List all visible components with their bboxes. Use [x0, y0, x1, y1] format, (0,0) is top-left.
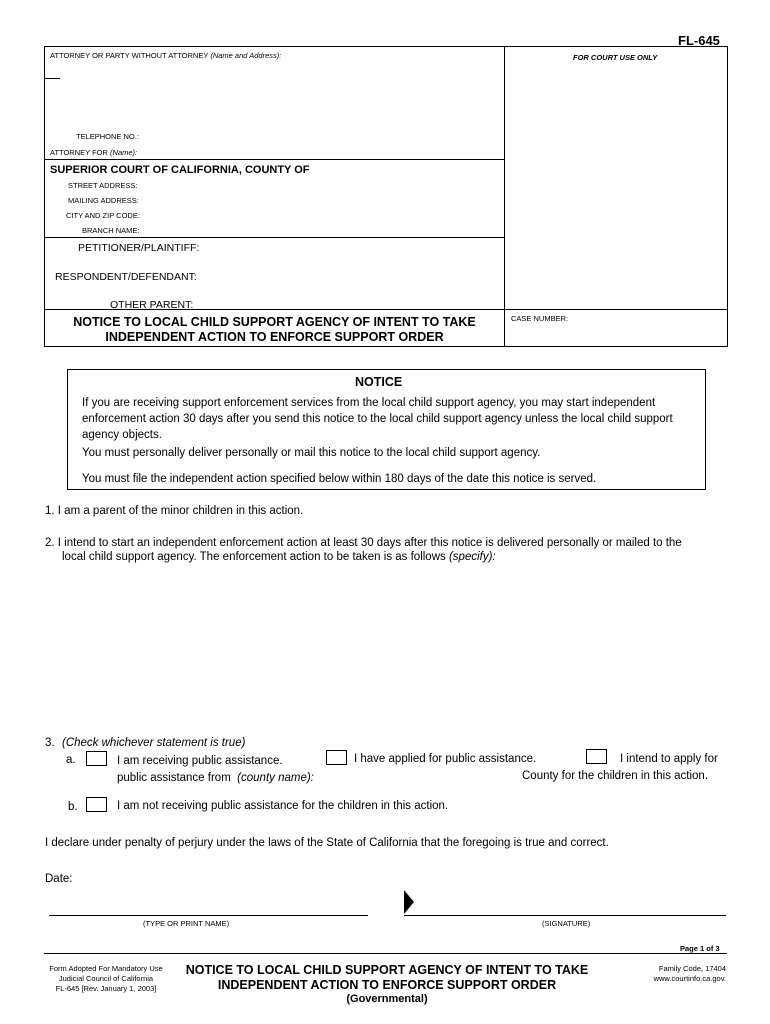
item-3-number: 3. [45, 737, 55, 749]
print-name-caption: (TYPE OR PRINT NAME) [143, 919, 230, 928]
footer-title: NOTICE TO LOCAL CHILD SUPPORT AGENCY OF INTENT TO TAKE INDEPENDENT ACTION TO ENFORCE SUPPORT ORDER [185, 963, 589, 992]
item-3-heading: (Check whichever statement is true) [62, 737, 246, 749]
item-1: 1. I am a parent of the minor children in this action. [45, 505, 304, 517]
court-divider [44, 237, 505, 238]
signature-arrow-icon [404, 890, 414, 914]
page-number: Page 1 of 3 [680, 944, 720, 953]
form-id: FL-645 [678, 33, 720, 48]
notice-heading: NOTICE [355, 375, 403, 389]
mailing-address-label: MAILING ADDRESS: [68, 196, 139, 205]
print-name-line[interactable] [49, 915, 368, 916]
telephone-label: TELEPHONE NO.: [76, 132, 139, 141]
footer-divider [44, 953, 727, 954]
attorney-divider [44, 159, 505, 160]
item-2: 2. I intend to start an independent enforcement action at least 30 days after this notice is delivered personally or mailed to the [45, 537, 682, 549]
attorney-for-label: ATTORNEY FOR (Name): [50, 148, 138, 157]
county-children-text: County for the children in this action. [522, 770, 709, 782]
item-3a-label: a. [66, 754, 76, 766]
item-3b-text: I am not receiving public assistance for the children in this action. [117, 800, 449, 812]
checkbox-applied-assistance[interactable] [326, 750, 347, 765]
checkbox-not-receiving[interactable] [86, 797, 107, 812]
checkbox-intend-apply[interactable] [586, 749, 607, 764]
family-code-reference: Family Code, 17404 www.courtinfo.ca.gov. [653, 964, 726, 983]
date-label: Date: [45, 873, 73, 885]
signature-caption: (SIGNATURE) [542, 919, 591, 928]
attorney-mark [44, 78, 60, 79]
declaration-text: I declare under penalty of perjury under the laws of the State of California that the foregoing is true and correct. [45, 837, 609, 849]
branch-name-label: BRANCH NAME: [82, 226, 140, 235]
intend-apply-text: I intend to apply for [620, 753, 718, 765]
street-address-label: STREET ADDRESS: [68, 181, 138, 190]
applied-text: I have applied for public assistance. [354, 753, 537, 765]
case-number-label: CASE NUMBER: [511, 314, 569, 323]
item-3a-text: I am receiving public assistance. [117, 755, 283, 767]
notice-paragraph-2: You must personally deliver personally or mail this notice to the local child support agency. [82, 447, 541, 459]
adoption-note: Form Adopted For Mandatory Use Judicial Council of California FL-645 [Rev. January 1, 2003] [49, 964, 163, 993]
signature-line[interactable] [404, 915, 726, 916]
form-title: NOTICE TO LOCAL CHILD SUPPORT AGENCY OF INTENT TO TAKE INDEPENDENT ACTION TO ENFORCE SUPPORT ORDER [73, 315, 476, 344]
court-use-divider [504, 46, 505, 346]
attorney-label: ATTORNEY OR PARTY WITHOUT ATTORNEY (Name and Address): [50, 51, 282, 60]
city-zip-label: CITY AND ZIP CODE: [66, 211, 140, 220]
court-use-label: FOR COURT USE ONLY [573, 53, 658, 62]
footer-governmental: (Governmental) [346, 993, 428, 1005]
item-3b-label: b. [68, 801, 78, 813]
other-parent-label: OTHER PARENT: [110, 299, 194, 311]
notice-paragraph-1: If you are receiving support enforcement services from the local child support agency, you may start independent enforcement action 30 days after you send this notice to the local child support agency unless the local child support agency objects. [82, 397, 673, 441]
item-3a-county: public assistance from (county name): [117, 772, 314, 784]
court-title: SUPERIOR COURT OF CALIFORNIA, COUNTY OF [50, 164, 310, 176]
respondent-label: RESPONDENT/DEFENDANT: [55, 271, 197, 283]
petitioner-label: PETITIONER/PLAINTIFF: [78, 242, 200, 254]
item-2-line-2: local child support agency. The enforcement action to be taken is as follows (specify): [62, 551, 496, 563]
checkbox-receiving-assistance[interactable] [86, 751, 107, 766]
notice-paragraph-3: You must file the independent action specified below within 180 days of the date this notice is served. [82, 473, 597, 485]
